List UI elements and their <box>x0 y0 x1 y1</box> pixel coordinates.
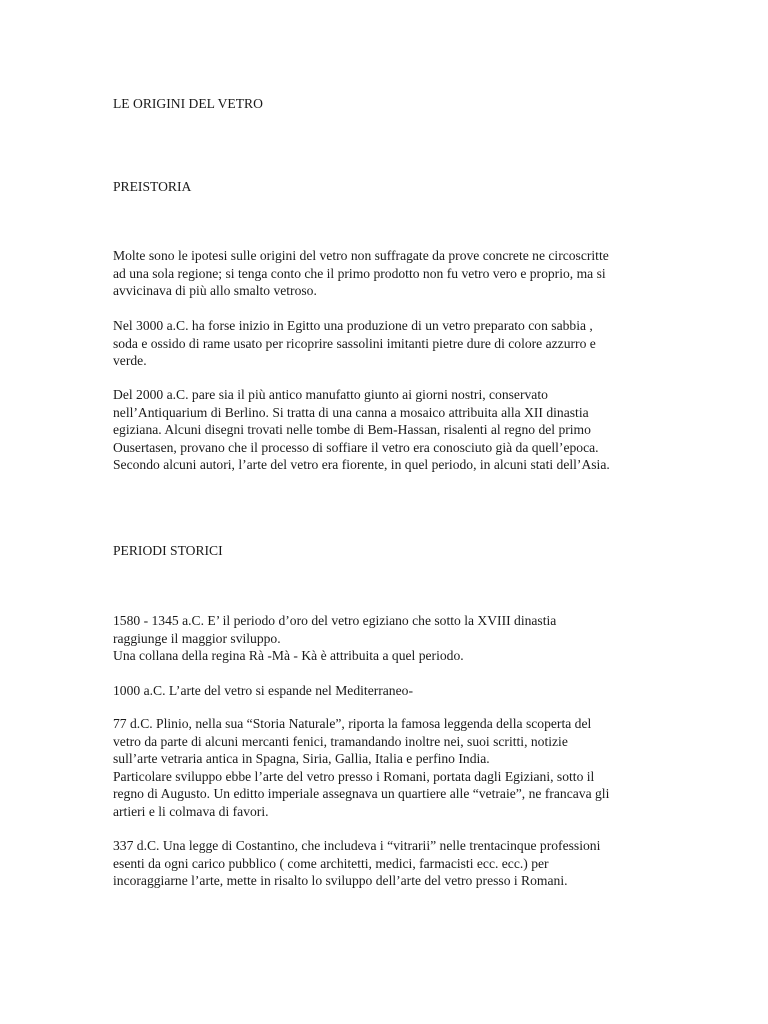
text-line: verde. <box>113 353 147 368</box>
text-line: raggiunge il maggior sviluppo. <box>113 630 281 646</box>
text-line: regno di Augusto. Un editto imperiale assegnava un quartiere alle “vetraie”, ne francava gli <box>113 786 610 801</box>
text-line: incoraggiarne l’arte, mette in risalto lo sviluppo dell’arte del vetro presso i Romani. <box>113 873 568 888</box>
text-line: Secondo alcuni autori, l’arte del vetro era fiorente, in quel periodo, in alcuni stati dell’Asia. <box>113 457 610 472</box>
paragraph-preistoria-3 <box>113 386 673 474</box>
text-line: artieri e li colmava di favori. <box>113 803 269 819</box>
text-line: nell’Antiquarium di Berlino. Si tratta di una canna a mosaico attribuita alla XII dinastia <box>113 404 589 420</box>
text-line: 1000 a.C. L’arte del vetro si espande nel Mediterraneo- <box>113 683 413 698</box>
text-line: 77 d.C. Plinio, nella sua “Storia Naturale”, riporta la famosa leggenda della scoperta del <box>113 716 592 731</box>
text-line: Particolare sviluppo ebbe l’arte del vetro presso i Romani, portata dagli Egiziani, sotto il <box>113 768 595 784</box>
paragraph-periodi-2 <box>113 682 673 700</box>
section-heading-preistoria: PREISTORIA <box>113 179 192 194</box>
text-line: ad una sola regione; si tenga conto che il primo prodotto non fu vetro vero e proprio, ma si <box>113 265 606 281</box>
text-line: Molte sono le ipotesi sulle origini del vetro non suffragate da prove concrete ne circoscritte <box>113 248 609 263</box>
text-line: 1580 - 1345 a.C. E’ il periodo d’oro del vetro egiziano che sotto la XVIII dinastia <box>113 613 557 628</box>
text-line: vetro da parte di alcuni mercanti fenici, tramandando inoltre nei, suoi scritti, notizie <box>113 733 568 749</box>
text-line: Una collana della regina Rà -Mà - Kà è attribuita a quel periodo. <box>113 648 464 663</box>
text-line: egiziana. Alcuni disegni trovati nelle tombe di Bem-Hassan, risalenti al regno del primo <box>113 422 591 437</box>
section-heading-periodi-storici: PERIODI STORICI <box>113 543 223 558</box>
paragraph-periodi-3 <box>113 715 673 820</box>
text-line: Ousertasen, provano che il processo di soffiare il vetro era conosciuto già da quell’epoca. <box>113 439 599 455</box>
text-line: soda e ossido di rame usato per ricoprire sassolini imitanti pietre dure di colore azzurro e <box>113 335 596 351</box>
text-line: sull’arte vetraria antica in Spagna, Siria, Gallia, Italia e perfino India. <box>113 751 490 766</box>
paragraph-preistoria-2 <box>113 317 673 370</box>
text-line: esenti da ogni carico pubblico ( come architetti, medici, farmacisti ecc. ecc.) per <box>113 855 549 871</box>
paragraph-periodi-1 <box>113 612 673 665</box>
paragraph-preistoria-1 <box>113 247 673 300</box>
paragraph-periodi-4 <box>113 837 673 890</box>
text-line: 337 d.C. Una legge di Costantino, che includeva i “vitrarii” nelle trentacinque professioni <box>113 838 601 853</box>
text-line: Nel 3000 a.C. ha forse inizio in Egitto una produzione di un vetro preparato con sabbia , <box>113 318 593 333</box>
text-line: avvicinava di più allo smalto vetroso. <box>113 283 317 298</box>
document-title: LE ORIGINI DEL VETRO <box>113 96 263 111</box>
text-line: Del 2000 a.C. pare sia il più antico manufatto giunto ai giorni nostri, conservato <box>113 387 548 402</box>
